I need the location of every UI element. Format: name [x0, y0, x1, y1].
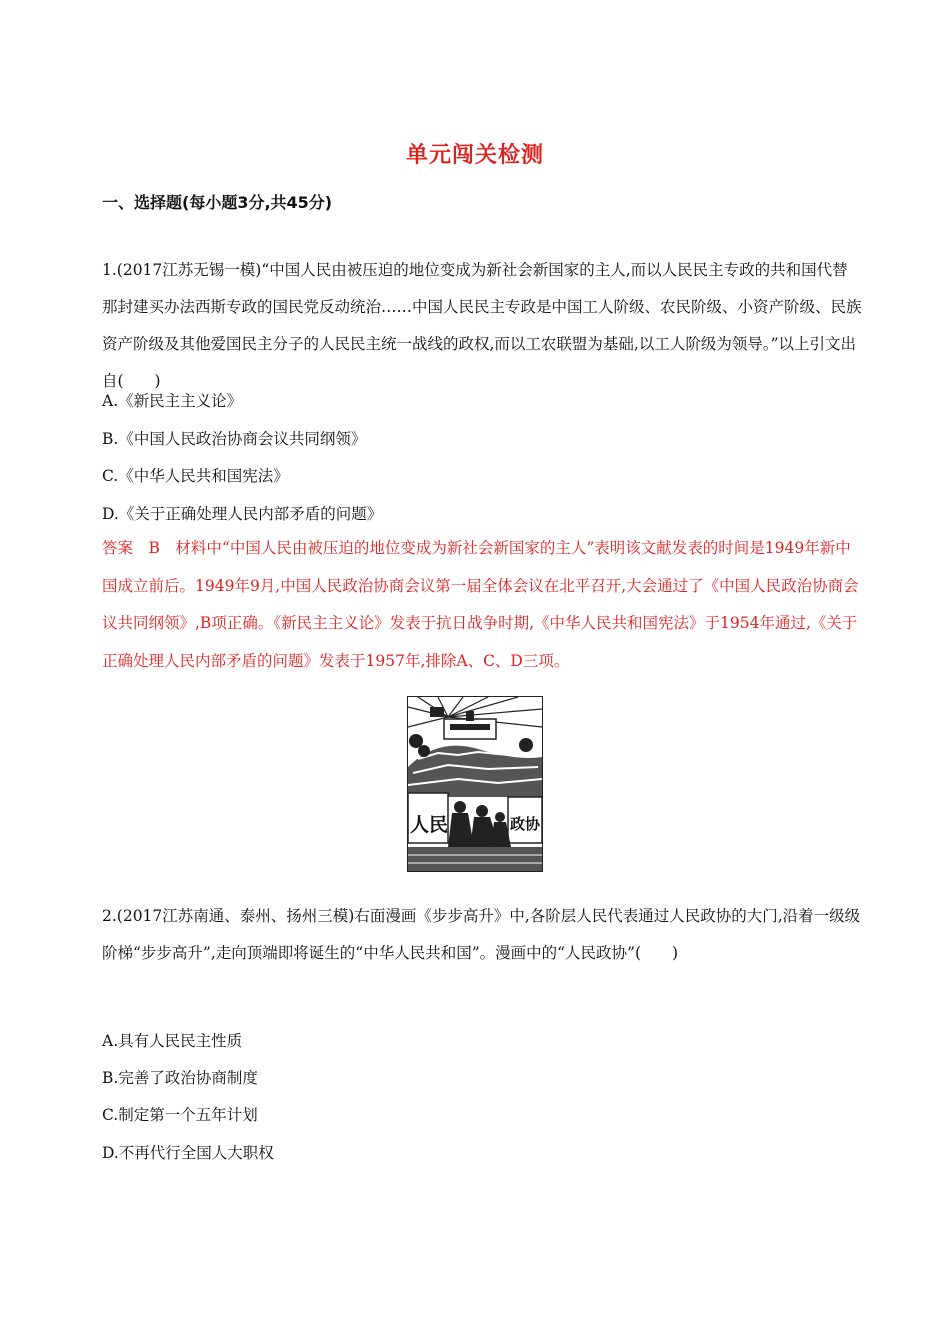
question-2-option-b: B.完善了政治协商制度 [102, 1069, 258, 1087]
question-1-option-b: B.《中国人民政治协商会议共同纲领》 [102, 430, 367, 448]
question-1-option-a: A.《新民主主义论》 [102, 392, 243, 410]
cartoon-illustration [407, 696, 543, 872]
question-2-option-a: A.具有人民民主性质 [102, 1032, 243, 1050]
building-banner [450, 724, 490, 730]
sign-left: 人民 [410, 814, 449, 836]
page-title: 单元闯关检测 [405, 143, 544, 168]
cartoon-drawing [408, 697, 542, 871]
question-2-option-c: C.制定第一个五年计划 [102, 1106, 258, 1124]
ground [408, 847, 542, 871]
section-heading: 一、选择题(每小题3分,共45分) [102, 193, 333, 212]
question-2-stem: 2.(2017江苏南通、泰州、扬州三模)右面漫画《步步高升》中,各阶层人民代表通过人民政协的大门,沿着一级级阶梯“步步高升”,走向顶端即将诞生的“中华人民共和国”。漫画中的“人民政协”( ) [102, 907, 861, 962]
question-1-option-c: C.《中华人民共和国宪法》 [102, 467, 289, 485]
question-1-option-d: D.《关于正确处理人民内部矛盾的问题》 [102, 505, 383, 523]
people-group [448, 801, 512, 852]
sign-right: 政协 [510, 815, 541, 833]
question-2-option-d: D.不再代行全国人大职权 [102, 1144, 274, 1162]
building-tower [466, 711, 474, 721]
question-1-answer: 答案 B 材料中“中国人民由被压迫的地位变成为新社会新国家的主人”表明该文献发表的时间是1949年新中国成立前后。1949年9月,中国人民政治协商会议第一届全体会议在北平召开,大会通过了《中国人民政治协商会议共同纲领》,B项正确。《新民主主义论》发表于抗日战争时期,《中华人民共和国宪法》于1954年通过,《关于正确处理人民内部矛盾的问题》发表于1957年,排除A、C、D三项。 [102, 539, 859, 670]
flag [430, 707, 444, 717]
question-1-stem: 1.(2017江苏无锡一模)“中国人民由被压迫的地位变成为新社会新国家的主人,而以人民民主专政的共和国代替那封建买办法西斯专政的国民党反动统治……中国人民民主专政是中国工人阶级、农民阶级、小资产阶级、民族资产阶级及其他爱国民主分子的人民民主统一战线的政权,而以工农联盟为基础,以工人阶级为领导。”以上引文出自( ) [102, 261, 862, 390]
